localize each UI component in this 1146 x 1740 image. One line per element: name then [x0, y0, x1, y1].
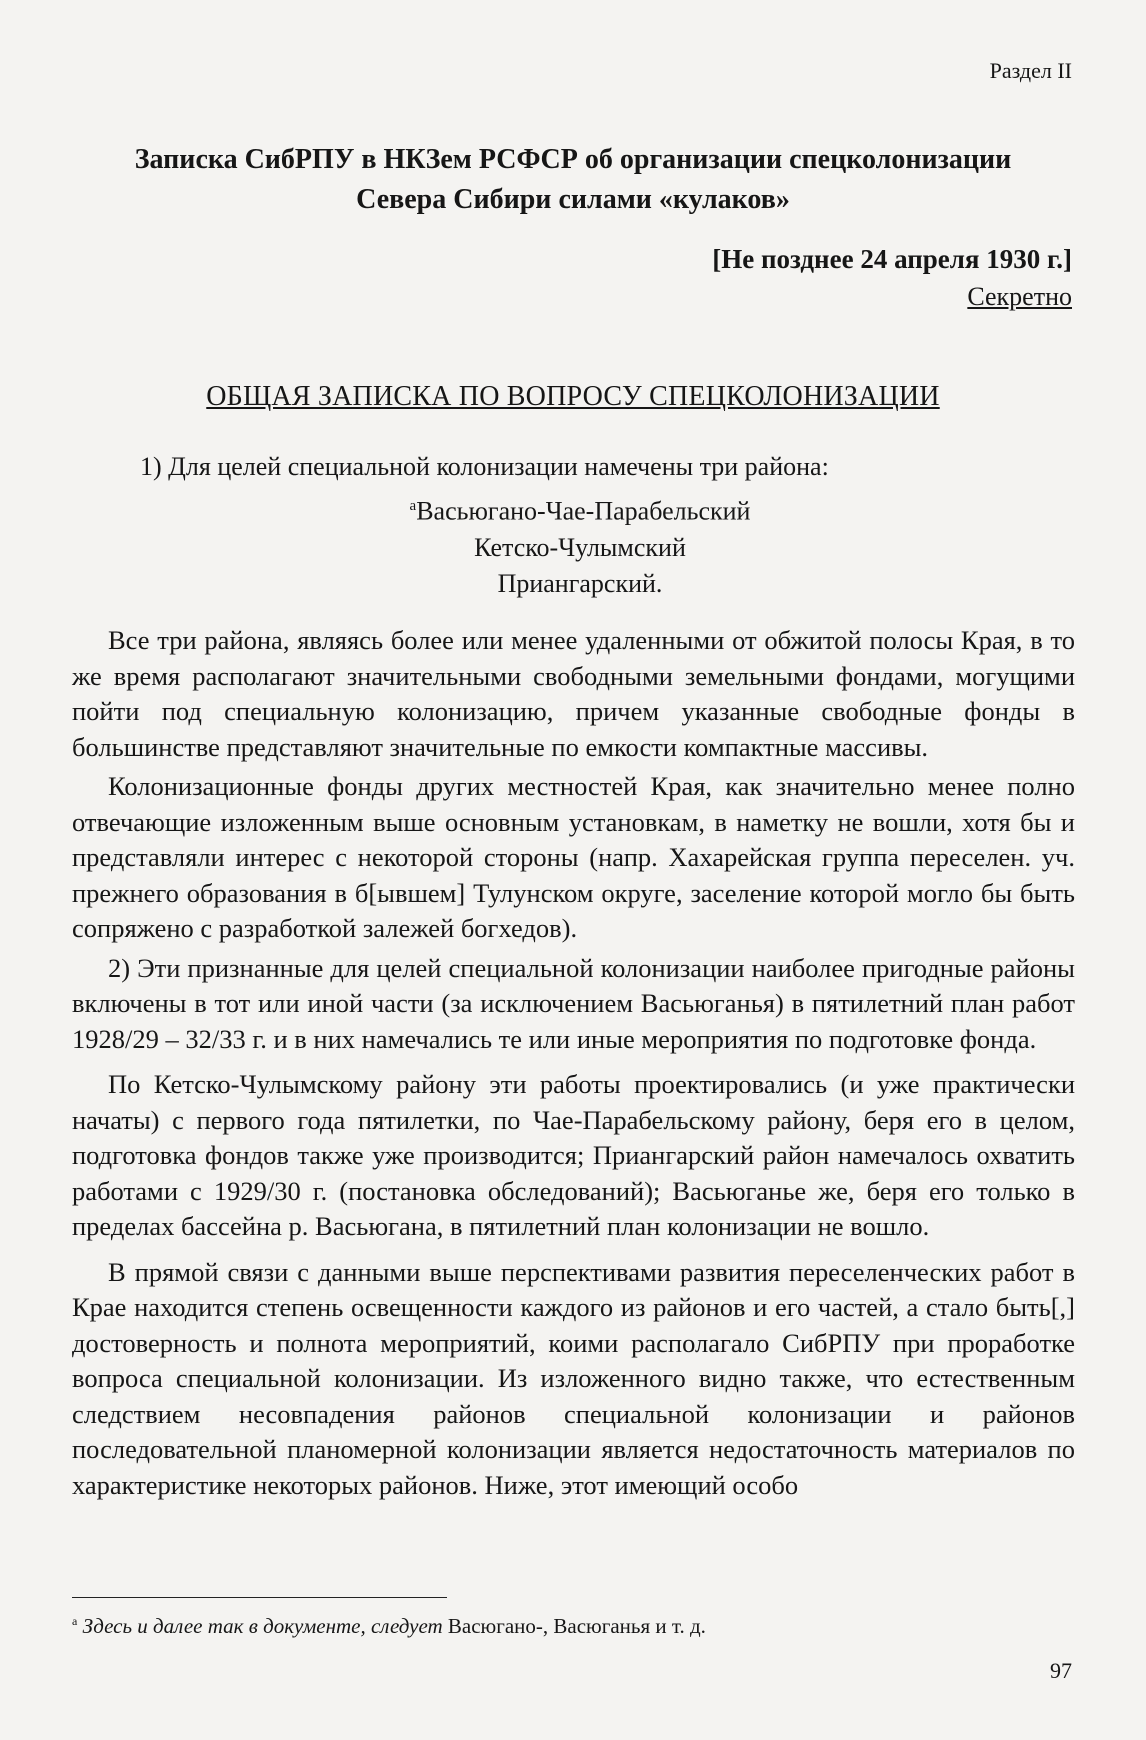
paragraph: Колонизационные фонды других местностей Края, как значительно менее полно отвечающие изложенным выше основным установкам, в наметку не вошли, хотя бы и представляли интерес с некоторой стороны (напр. Хахарейская группа переселен. уч. прежнего образования в б[ывшем] Тулунском округе, заселение которой могло бы быть сопряжено с разработкой залежей богхедов). [72, 771, 1075, 943]
paragraph: 2) Эти признанные для целей специальной колонизации наиболее пригодные районы включены в тот или иной части (за исключением Васьюганья) в пятилетний план работ 1928/29 – 32/33 г. и в них намечались те или иные мероприятия по подготовке фонда. [72, 952, 1075, 1054]
footnote-marker: а [72, 1614, 78, 1628]
paragraph: По Кетско-Чулымскому району эти работы проектировались (и уже практически начаты) с первого года пятилетки, по Чае-Парабельскому району, беря его в целом, подготовка фондов также уже производится; Приангарский район намечалось охватить работами с 1929/30 г. (постановка обследований); Васьюганье же, беря его только в пределах бассейна р. Васьюгана, в пятилетний план колонизации не вошло. [72, 1069, 1075, 1241]
page-number: 97 [1050, 1658, 1072, 1683]
document-title [60, 140, 1086, 220]
section-label: Раздел II [989, 58, 1072, 83]
section-heading: ОБЩАЯ ЗАПИСКА ПО ВОПРОСУ СПЕЦКОЛОНИЗАЦИИ [206, 381, 940, 412]
footnote-divider [72, 1597, 447, 1598]
document-date: [Не позднее 24 апреля 1930 г.] [712, 244, 1072, 274]
footnote-italic-text: Здесь и далее так в документе, следует [82, 1614, 443, 1638]
district-item: Кетско-Чулымский [474, 532, 686, 562]
footnote [72, 1614, 706, 1639]
body-text [72, 623, 1075, 1507]
title-line-1: Записка СибРПУ в НКЗем РСФСР об организации спецколонизации [134, 144, 1012, 175]
paragraph: Все три района, являясь более или менее удаленными от обжитой полосы Края, в то же время располагают значительными свободными земельными фондами, могущими пойти под специальную колонизацию, причем указанные свободные фонды в большинстве представляют значительные по емкости компактные массивы. [72, 625, 1075, 762]
title-line-2: Севера Сибири силами «кулаков» [356, 184, 790, 215]
paragraph: В прямой связи с данными выше перспективами развития переселенческих работ в Крае находится степень освещенности каждого из районов и его частей, а стало быть[,] достоверность и полнота мероприятий, коими располагало СибРПУ при проработке вопроса специальной колонизации. Из изложенного видно также, что естественным следствием несовпадения районов специальной колонизации и районов последовательной планомерной колонизации является недостаточность материалов по характеристике некоторых районов. Ниже, этот имеющий особо [72, 1256, 1075, 1500]
district-item: Приангарский. [497, 568, 663, 598]
classification-stamp: Секретно [967, 282, 1072, 311]
intro-line: 1) Для целей специальной колонизации намечены три района: [140, 452, 829, 481]
footnote-plain-text: Васюгано-, Васюганья и т. д. [447, 1614, 706, 1638]
district-list [300, 488, 860, 602]
district-item: $^а$Васьюгано-Чае-Парабельский [409, 496, 751, 526]
footnote-marker: а [409, 498, 417, 514]
